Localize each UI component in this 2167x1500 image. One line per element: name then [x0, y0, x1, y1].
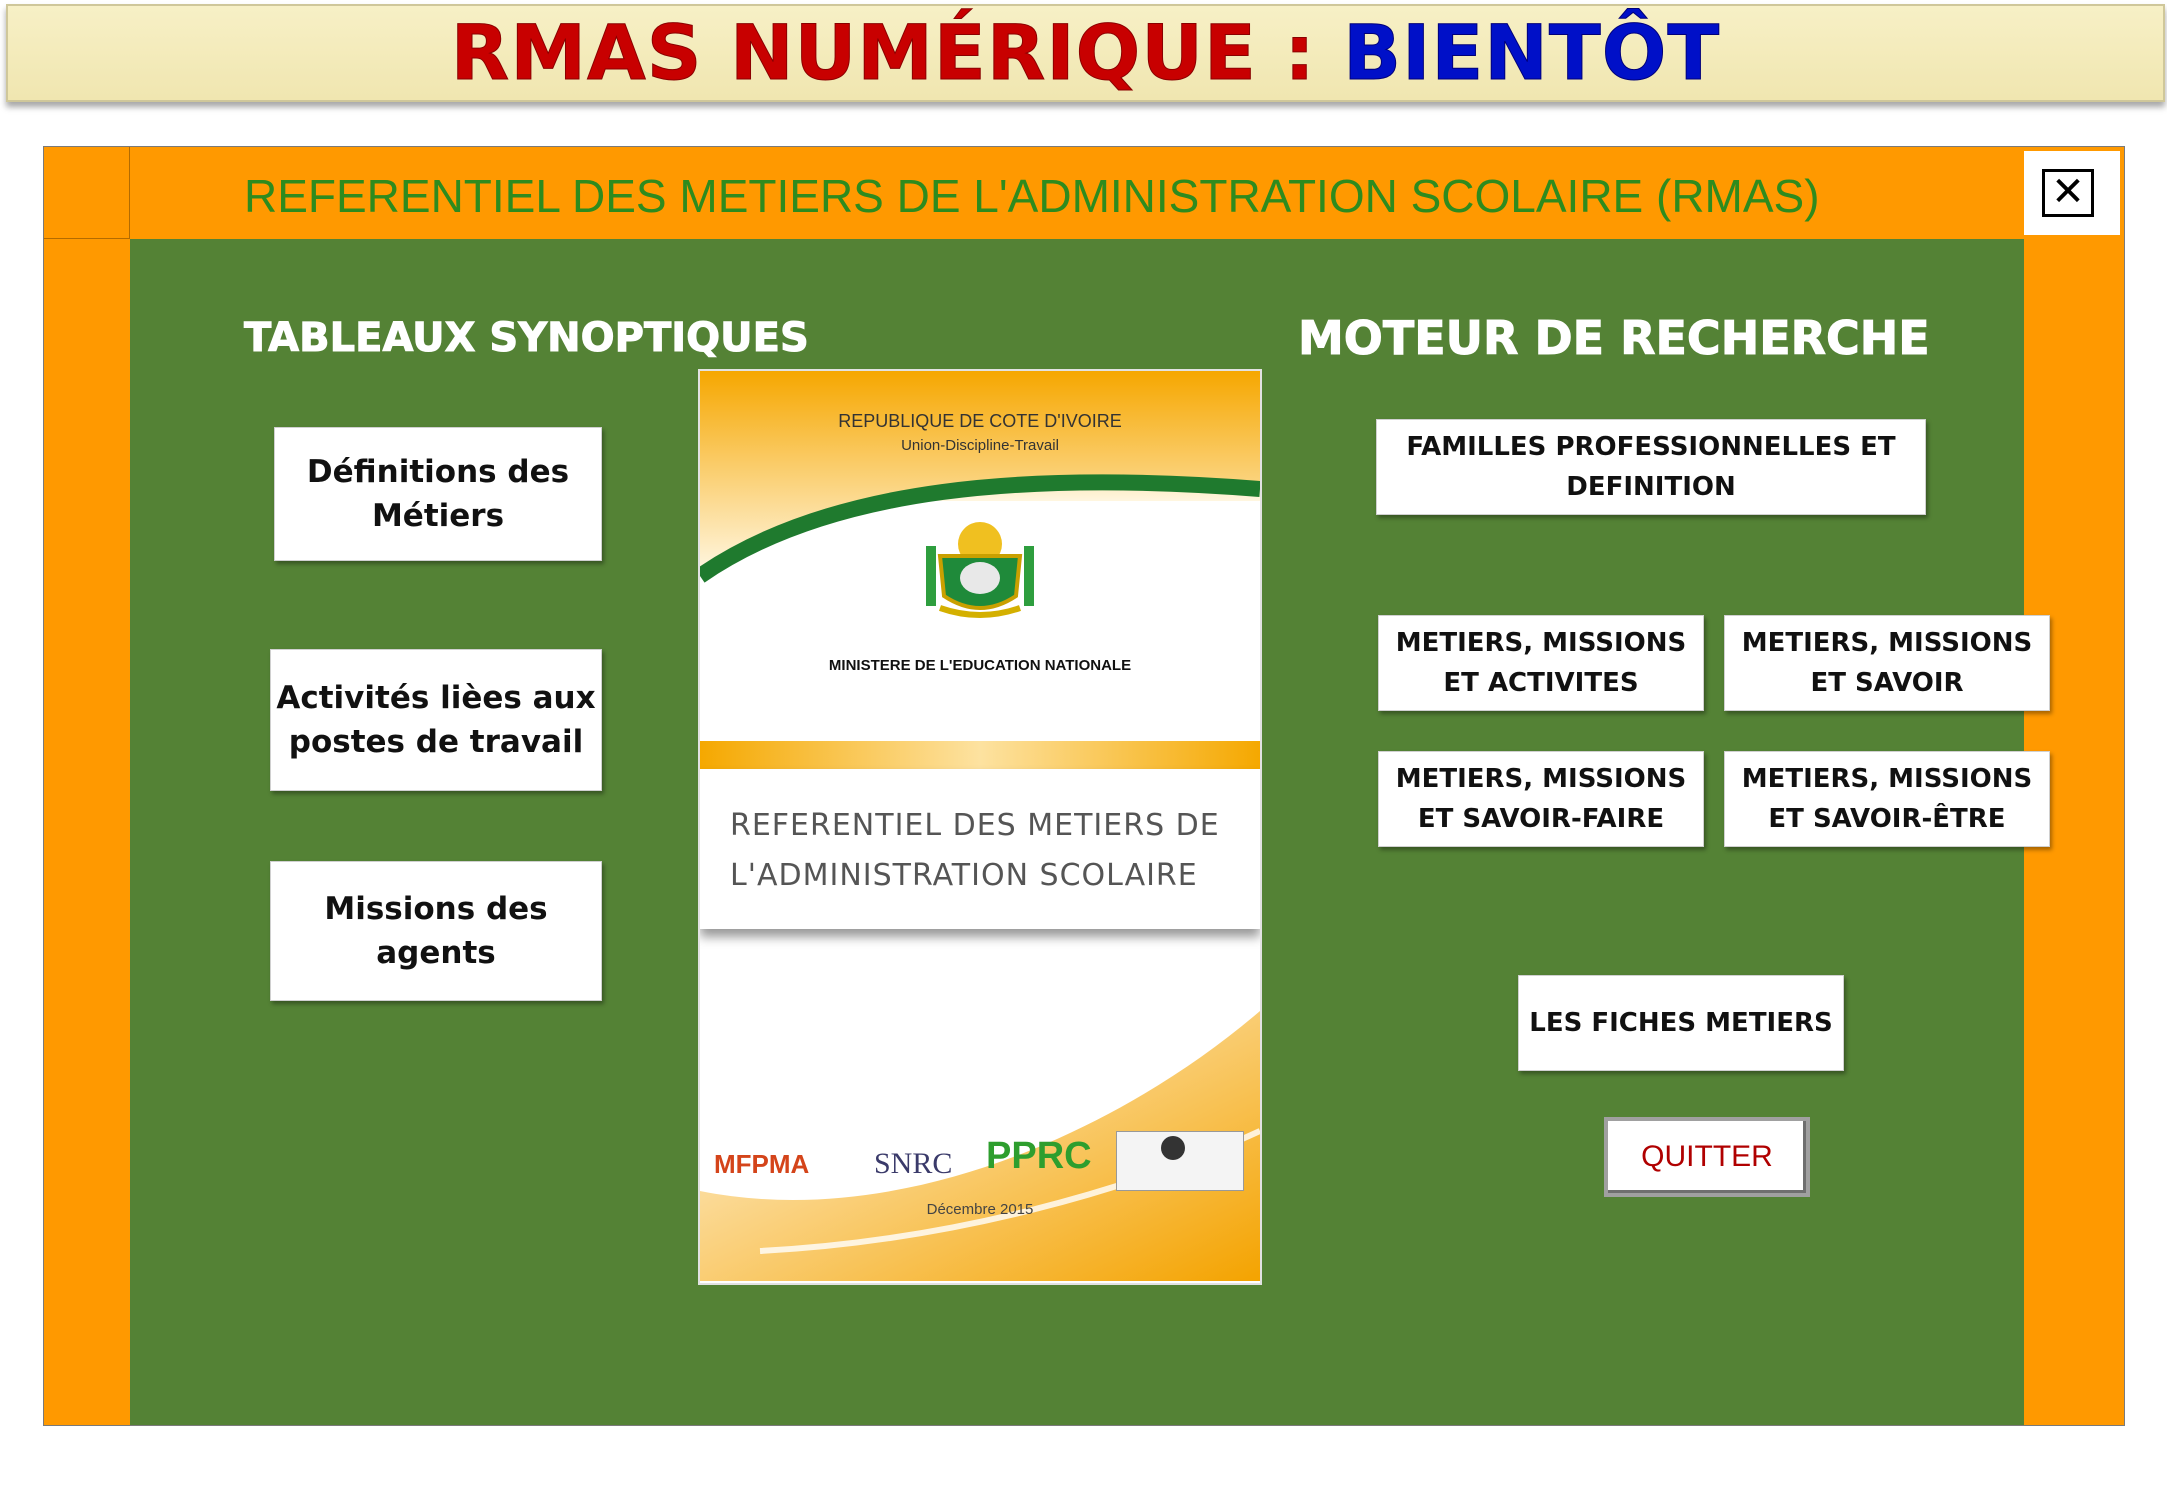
button-line: Définitions des: [306, 454, 570, 490]
page-banner: [6, 4, 2165, 102]
knowledge-search-button[interactable]: [1724, 615, 2050, 711]
cover-date: Décembre 2015: [926, 1201, 1034, 1218]
window-corner-box: [44, 147, 130, 239]
foundation-logo: [1116, 1131, 1244, 1191]
snrc-logo: SNRC: [874, 1147, 953, 1180]
cover-band: [700, 741, 1260, 769]
window-left-border: [44, 147, 130, 1425]
definitions-button[interactable]: [274, 427, 602, 561]
button-label: LES FICHES METIERS: [1529, 1008, 1833, 1038]
banner-status: BIENTÔT: [1343, 8, 1721, 97]
quit-label: QUITTER: [1641, 1140, 1773, 1173]
button-line: METIERS, MISSIONS: [1395, 764, 1687, 794]
pprc-logo: PPRC: [986, 1135, 1092, 1177]
synoptic-tables-title: TABLEAUX SYNOPTIQUES: [244, 315, 809, 361]
window-title: REFERENTIEL DES METIERS DE L'ADMINISTRATION SCOLAIRE (RMAS): [244, 170, 1820, 222]
button-line: ET SAVOIR-FAIRE: [1417, 804, 1665, 834]
button-line: DEFINITION: [1566, 472, 1736, 502]
job-sheets-button[interactable]: [1518, 975, 1844, 1071]
foundation-emblem-icon: [1161, 1136, 1185, 1160]
button-line: METIERS, MISSIONS: [1741, 764, 2033, 794]
activities-button[interactable]: [270, 649, 602, 791]
button-line: METIERS, MISSIONS: [1395, 628, 1687, 658]
button-line: METIERS, MISSIONS: [1741, 628, 2033, 658]
soft-skills-search-button[interactable]: [1724, 751, 2050, 847]
button-line: ET SAVOIR-ÊTRE: [1768, 804, 2006, 834]
know-how-search-button[interactable]: [1378, 751, 1704, 847]
cover-ministry: MINISTERE DE L'EDUCATION NATIONALE: [828, 657, 1132, 674]
cover-title: [730, 801, 1250, 901]
mfpma-logo: MFPMA: [714, 1149, 810, 1179]
families-button[interactable]: [1376, 419, 1926, 515]
cover-title-line: REFERENTIEL DES METIERS DE: [730, 808, 1220, 843]
button-line: ET ACTIVITES: [1443, 668, 1639, 698]
cover-title-line: L'ADMINISTRATION SCOLAIRE: [730, 858, 1198, 893]
button-line: Activités lièes aux: [276, 680, 596, 716]
button-line: Métiers: [371, 498, 505, 534]
button-line: ET SAVOIR: [1810, 668, 1964, 698]
rmas-cover-image: [698, 369, 1262, 1285]
cover-republic: REPUBLIQUE DE COTE D'IVOIRE: [838, 411, 1122, 431]
cover-motto: Union-Discipline-Travail: [901, 437, 1059, 454]
rmas-window: [43, 146, 2125, 1426]
close-icon: ✕: [2051, 170, 2085, 214]
quit-button[interactable]: [1604, 1117, 1810, 1197]
banner-title: RMAS NUMÉRIQUE :: [450, 8, 1344, 97]
button-line: postes de travail: [288, 724, 584, 760]
search-engine-title: MOTEUR DE RECHERCHE: [1298, 311, 1930, 365]
close-area: [2024, 151, 2120, 235]
activities-search-button[interactable]: [1378, 615, 1704, 711]
button-line: agents: [376, 935, 496, 971]
close-button[interactable]: [2042, 169, 2094, 217]
missions-button[interactable]: [270, 861, 602, 1001]
button-line: FAMILLES PROFESSIONNELLES ET: [1406, 432, 1896, 462]
coat-of-arms-icon: [920, 516, 1040, 626]
button-line: Missions des: [324, 891, 548, 927]
